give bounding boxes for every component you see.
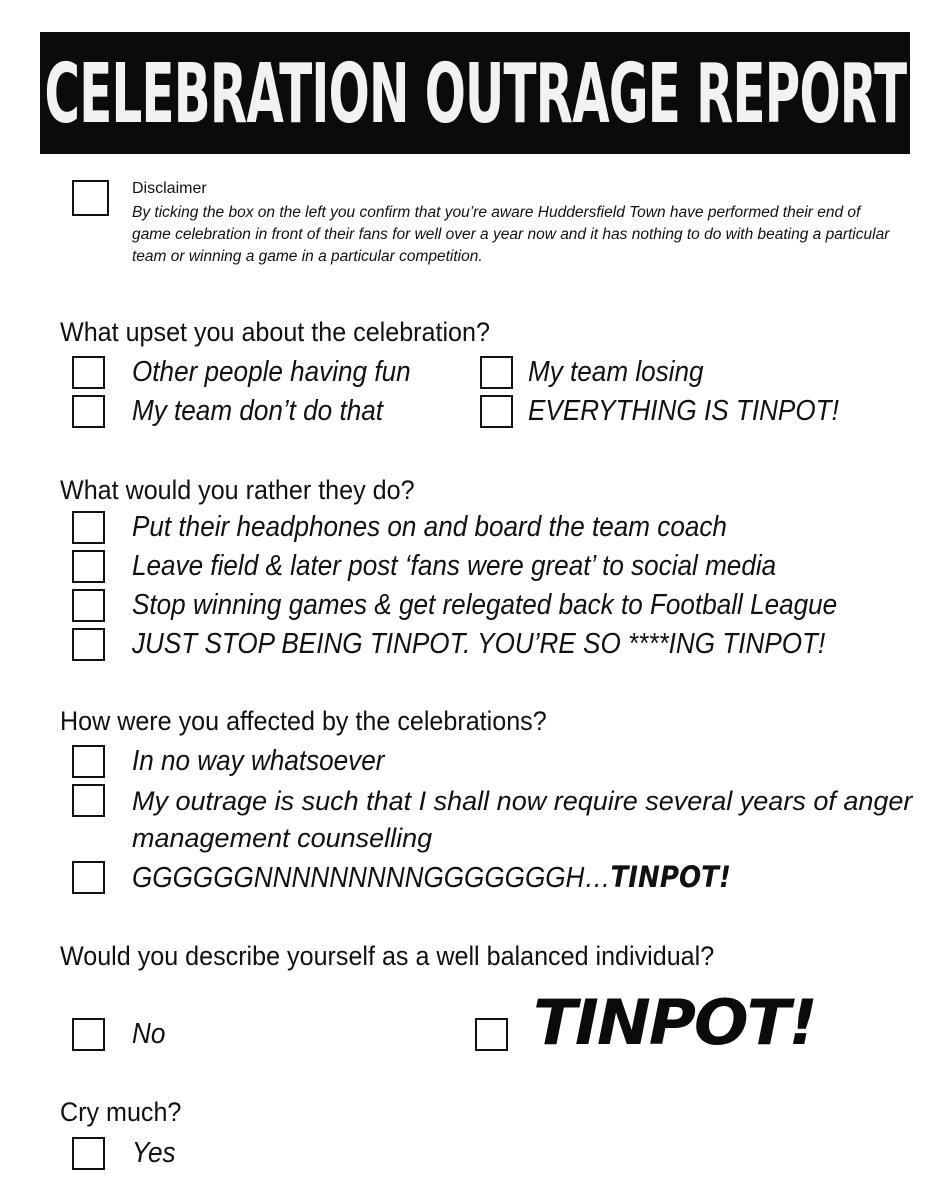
question-upset: What upset you about the celebration? — [60, 317, 490, 347]
option-headphones: Put their headphones on and board the team coach — [132, 511, 727, 543]
checkbox-my-team-dont[interactable] — [72, 395, 105, 428]
option-no: No — [132, 1018, 166, 1050]
checkbox-other-people-fun[interactable] — [72, 356, 105, 389]
question-rather: What would you rather they do? — [60, 475, 415, 505]
option-stop-tinpot: JUST STOP BEING TINPOT. YOU’RE SO ****ING TINPOT! — [132, 628, 826, 660]
option-gggh-text: GGGGGGNNNNNNNNNGGGGGGGH… — [132, 862, 611, 894]
option-gggh-tinpot: TINPOT! — [610, 860, 731, 894]
checkbox-no-way[interactable] — [72, 745, 105, 778]
option-leave-field: Leave field & later post ‘fans were great’ to social media — [132, 550, 777, 582]
disclaimer-checkbox[interactable] — [72, 180, 109, 216]
option-tinpot-big: TINPOT! — [533, 986, 816, 1059]
question-well-balanced: Would you describe yourself as a well balanced individual? — [60, 941, 715, 971]
question-affected: How were you affected by the celebrations? — [60, 706, 547, 736]
checkbox-yes[interactable] — [72, 1137, 105, 1170]
option-other-people-fun: Other people having fun — [132, 356, 411, 388]
checkbox-gggh[interactable] — [72, 861, 105, 894]
title-banner — [40, 32, 910, 154]
option-my-team-dont: My team don’t do that — [132, 395, 383, 427]
checkbox-headphones[interactable] — [72, 511, 105, 544]
checkbox-no[interactable] — [72, 1018, 105, 1051]
option-gggh — [132, 860, 731, 895]
option-yes: Yes — [132, 1137, 176, 1169]
option-anger-management: My outrage is such that I shall now require several years of anger management counselling — [132, 786, 913, 853]
checkbox-everything-tinpot[interactable] — [480, 395, 513, 428]
option-no-way: In no way whatsoever — [132, 745, 385, 777]
checkbox-my-team-losing[interactable] — [480, 356, 513, 389]
checkbox-leave-field[interactable] — [72, 550, 105, 583]
option-my-team-losing: My team losing — [528, 356, 704, 388]
option-stop-winning: Stop winning games & get relegated back to Football League — [132, 589, 838, 621]
checkbox-stop-winning[interactable] — [72, 589, 105, 622]
question-cry-much: Cry much? — [60, 1097, 182, 1127]
page-title: CELEBRATION OUTRAGE REPORT — [44, 44, 906, 142]
checkbox-stop-tinpot[interactable] — [72, 628, 105, 661]
checkbox-anger-management[interactable] — [72, 784, 105, 817]
option-everything-tinpot: EVERYTHING IS TINPOT! — [528, 395, 839, 427]
disclaimer-title: Disclaimer — [132, 180, 207, 197]
checkbox-tinpot[interactable] — [475, 1018, 508, 1051]
disclaimer-text: By ticking the box on the left you confirm that you’re aware Huddersfield Town have performed their end of game celebration in front of their fans for well over a year now and it has nothing to do with beating a particular team or winning a game in a particular competition. — [132, 204, 890, 265]
